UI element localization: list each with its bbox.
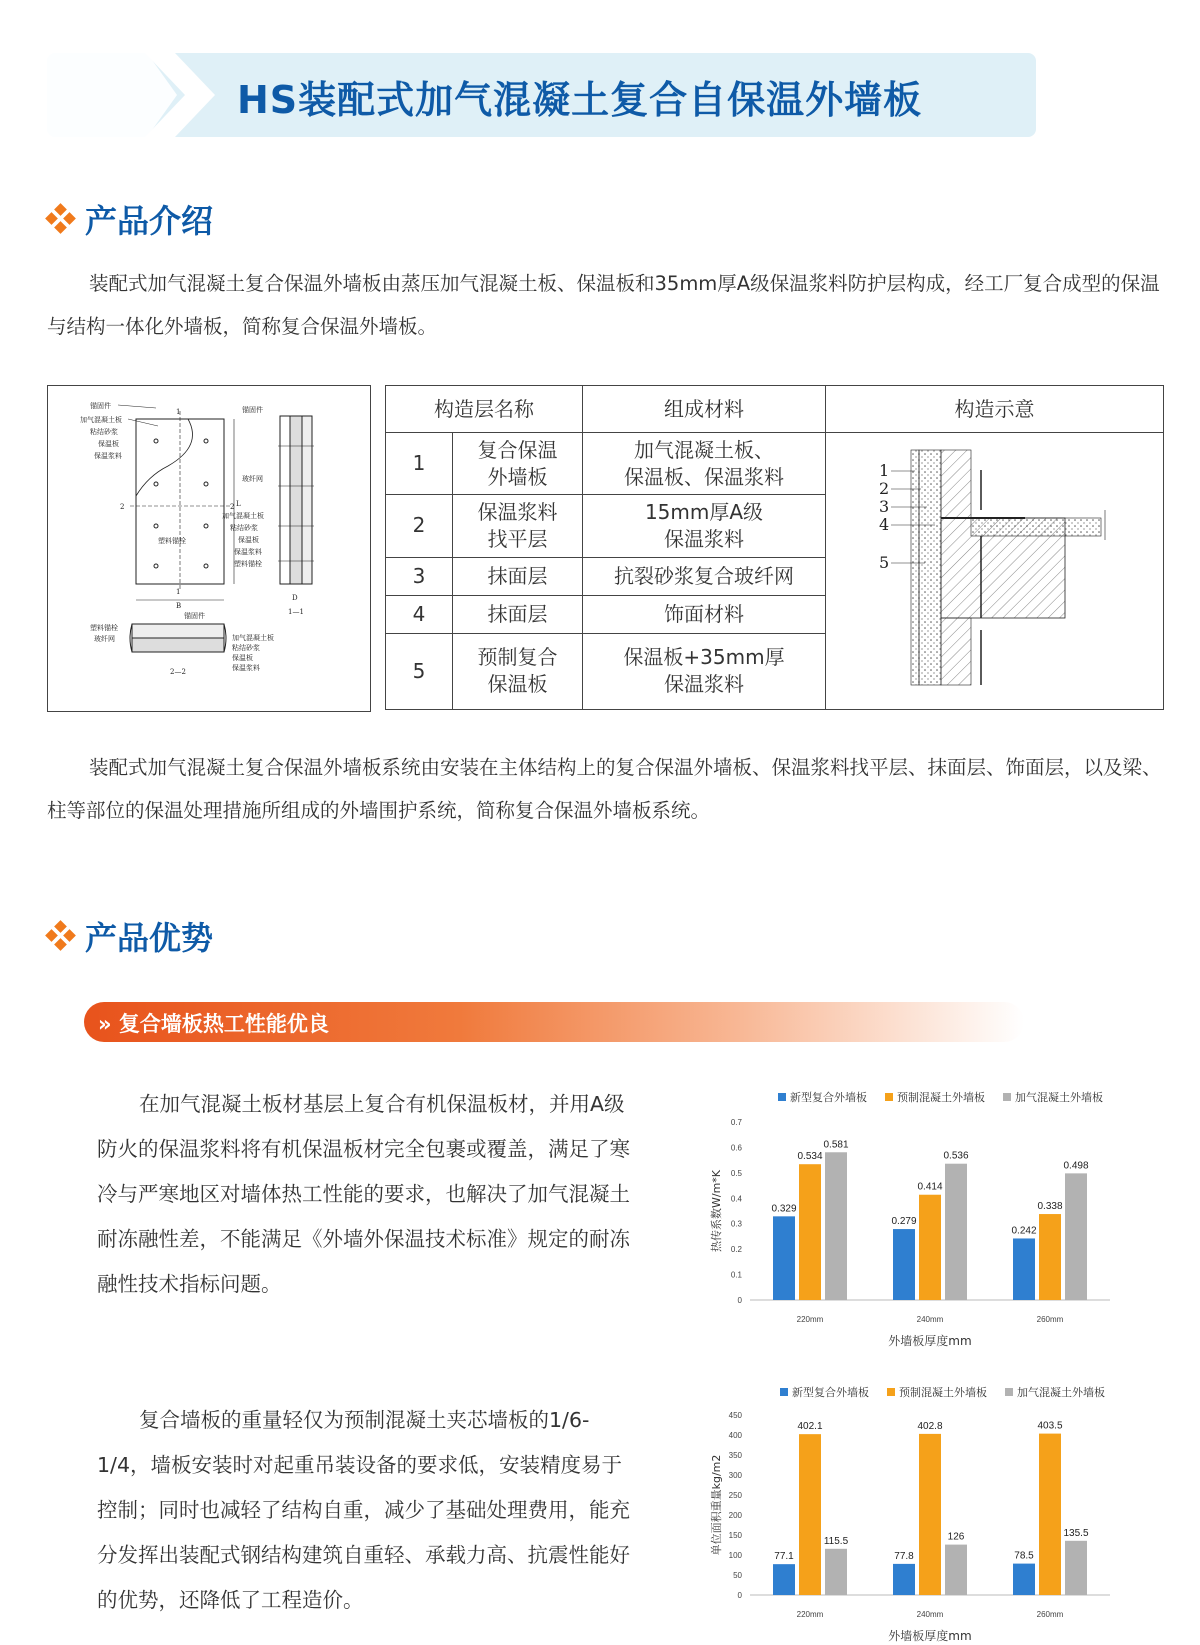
bar <box>919 1195 941 1300</box>
chart1-legend <box>778 1089 1103 1105</box>
x-tick-label: 220mm <box>796 1610 824 1619</box>
section-title: 产品优势 <box>85 919 214 957</box>
row-number: 3 <box>386 557 453 595</box>
svg-text:2: 2 <box>230 503 235 511</box>
legend-item: 预制混凝土外墙板 <box>885 1089 985 1105</box>
subheading-bar <box>84 1002 1024 1042</box>
bar-data-label: 77.8 <box>894 1550 914 1562</box>
bar-data-label: 402.1 <box>797 1421 823 1433</box>
svg-text:2: 2 <box>120 503 125 511</box>
bar-data-label: 402.8 <box>917 1420 943 1432</box>
page-title: HS装配式加气混凝土复合自保温外墙板 <box>237 78 923 122</box>
svg-text:1—1: 1—1 <box>288 608 304 616</box>
x-tick-label: 220mm <box>796 1315 824 1324</box>
layer-material: 抗裂砂浆复合玻纤网 <box>583 557 826 595</box>
legend-swatch <box>778 1093 786 1101</box>
svg-text:塑料锚栓: 塑料锚栓 <box>158 537 186 545</box>
bar-data-label: 0.414 <box>917 1181 943 1193</box>
layer-name: 复合保温 外墙板 <box>453 433 583 495</box>
diamond-icon <box>47 922 75 950</box>
y-tick-label: 250 <box>728 1491 742 1500</box>
bar-data-label: 0.534 <box>797 1151 823 1163</box>
bar <box>799 1434 821 1595</box>
header-layer-name: 构造层名称 <box>386 386 583 433</box>
section-title: 产品介绍 <box>85 202 214 240</box>
svg-text:2—2: 2—2 <box>170 668 186 676</box>
svg-text:加气混凝土板: 加气混凝土板 <box>80 416 122 424</box>
wall-section-diagram <box>875 440 1115 695</box>
side-view-labels <box>222 405 264 568</box>
bar <box>893 1229 915 1300</box>
technical-drawing <box>47 385 371 712</box>
header-diagram: 构造示意 <box>826 386 1164 433</box>
legend-item: 加气混凝土外墙板 <box>1003 1089 1103 1105</box>
legend-swatch <box>1005 1388 1013 1396</box>
intro-paragraph-2: 装配式加气混凝土复合保温外墙板系统由安装在主体结构上的复合保温外墙板、保温浆料找平层、抹面层、饰面层，以及梁、柱等部位的保温处理措施所组成的外墙围护系统，简称复合保温外墙板系统。 <box>47 756 1162 822</box>
layer-material: 饰面材料 <box>583 595 826 633</box>
legend-swatch <box>885 1093 893 1101</box>
layer-material: 保温板+35mm厚 保温浆料 <box>583 633 826 709</box>
bar <box>1065 1173 1087 1300</box>
section-heading-advantages <box>47 913 213 959</box>
bar <box>773 1564 795 1595</box>
legend-item: 新型复合外墙板 <box>778 1089 867 1105</box>
bar-data-label: 0.498 <box>1063 1160 1089 1172</box>
legend-swatch <box>887 1388 895 1396</box>
row-number: 4 <box>386 595 453 633</box>
thermal-conductivity-chart <box>710 1105 1160 1350</box>
x-axis-label: 外墙板厚度mm <box>888 1334 972 1348</box>
svg-text:加气混凝土板: 加气混凝土板 <box>232 634 274 642</box>
bar <box>825 1152 847 1300</box>
svg-text:保温板: 保温板 <box>232 654 253 662</box>
y-tick-label: 0 <box>737 1296 742 1305</box>
x-tick-label: 240mm <box>916 1315 944 1324</box>
y-tick-label: 0.6 <box>730 1143 742 1153</box>
y-tick-label: 350 <box>728 1451 742 1460</box>
bar <box>1039 1214 1061 1300</box>
intro-paragraph-1: 装配式加气混凝土复合保温外墙板由蒸压加气混凝土板、保温板和35mm厚A级保温浆料防护层构成，经工厂复合成型的保温与结构一体化外墙板，简称复合保温外墙板。 <box>47 272 1160 338</box>
svg-text:粘结砂浆: 粘结砂浆 <box>230 524 258 532</box>
y-tick-label: 150 <box>728 1531 742 1540</box>
layer-name: 预制复合 保温板 <box>453 633 583 709</box>
header-material: 组成材料 <box>583 386 826 433</box>
bar-data-label: 115.5 <box>823 1535 849 1547</box>
layer-name: 保温浆料 找平层 <box>453 495 583 557</box>
y-tick-label: 0.1 <box>730 1270 742 1280</box>
front-view-labels <box>80 401 186 545</box>
chart2-legend <box>780 1384 1105 1400</box>
x-tick-label: 240mm <box>916 1610 944 1619</box>
legend-item: 预制混凝土外墙板 <box>887 1384 987 1400</box>
subheading-text: » 复合墙板热工性能优良 <box>98 1012 329 1036</box>
section-heading-intro <box>47 196 213 242</box>
bar-data-label: 77.1 <box>774 1551 794 1563</box>
y-tick-label: 0.3 <box>730 1219 742 1229</box>
svg-text:D: D <box>292 594 298 602</box>
svg-text:锚固件: 锚固件 <box>242 406 263 414</box>
svg-text:塑料锚栓: 塑料锚栓 <box>90 624 118 632</box>
bar-data-label: 0.329 <box>771 1203 797 1215</box>
bar-data-label: 78.5 <box>1014 1550 1034 1562</box>
dim-l-label: L <box>236 500 241 508</box>
svg-text:4: 4 <box>878 515 889 535</box>
svg-text:玻纤网: 玻纤网 <box>242 475 263 483</box>
bar <box>945 1545 967 1595</box>
unit-weight-chart <box>710 1400 1160 1643</box>
y-axis-label: 单位面积重量kg/m2 <box>710 1454 723 1556</box>
bar-data-label: 0.338 <box>1037 1201 1063 1213</box>
x-axis-label: 外墙板厚度mm <box>888 1629 972 1643</box>
y-tick-label: 100 <box>728 1551 742 1560</box>
bar <box>1013 1238 1035 1300</box>
bar-data-label: 0.242 <box>1011 1225 1037 1237</box>
x-tick-label: 260mm <box>1036 1610 1064 1619</box>
svg-text:1: 1 <box>878 461 889 481</box>
y-tick-label: 300 <box>728 1471 742 1480</box>
y-tick-label: 0.4 <box>730 1194 742 1204</box>
svg-text:保温浆料: 保温浆料 <box>232 664 260 672</box>
svg-text:保温浆料: 保温浆料 <box>94 452 122 460</box>
layer-name: 抹面层 <box>453 557 583 595</box>
y-tick-label: 400 <box>728 1431 742 1440</box>
svg-text:1: 1 <box>176 408 181 416</box>
y-tick-label: 50 <box>733 1571 742 1580</box>
svg-text:锚固件: 锚固件 <box>90 402 111 410</box>
svg-text:塑料锚栓: 塑料锚栓 <box>234 560 262 568</box>
svg-text:保温板: 保温板 <box>98 440 119 448</box>
double-chevron-icon: » <box>98 1012 112 1036</box>
dim-b-label: B <box>176 602 182 610</box>
svg-text:粘结砂浆: 粘结砂浆 <box>232 644 260 652</box>
layer-name: 抹面层 <box>453 595 583 633</box>
svg-text:玻纤网: 玻纤网 <box>94 635 115 643</box>
legend-item: 新型复合外墙板 <box>780 1384 869 1400</box>
legend-item: 加气混凝土外墙板 <box>1005 1384 1105 1400</box>
bar <box>919 1434 941 1595</box>
construction-table <box>385 385 1164 710</box>
advantage-paragraph-2: 复合墙板的重量轻仅为预制混凝土夹芯墙板的1/6-1/4，墙板安装时对起重吊装设备的要求低，安装精度易于控制；同时也减轻了结构自重，减少了基础处理费用，能充分发挥出装配式钢结构建筑自重轻、承载力高、抗震性能好的优势，还降低了工程造价。 <box>97 1408 630 1612</box>
x-tick-label: 260mm <box>1036 1315 1064 1324</box>
bar <box>773 1216 795 1300</box>
svg-text:3: 3 <box>878 497 889 517</box>
legend-swatch <box>780 1388 788 1396</box>
layer-material: 15mm厚A级 保温浆料 <box>583 495 826 557</box>
svg-text:加气混凝土板: 加气混凝土板 <box>222 512 264 520</box>
svg-text:粘结砂浆: 粘结砂浆 <box>90 428 118 436</box>
bar-data-label: 0.581 <box>823 1139 849 1151</box>
row-number: 5 <box>386 633 453 709</box>
y-tick-label: 0.7 <box>730 1118 742 1127</box>
legend-swatch <box>1003 1093 1011 1101</box>
diagram-numbers <box>879 461 889 572</box>
row-number: 1 <box>386 433 453 495</box>
svg-text:保温板: 保温板 <box>238 536 259 544</box>
bar <box>1065 1541 1087 1595</box>
bar-data-label: 135.5 <box>1063 1527 1089 1539</box>
y-tick-label: 0.2 <box>730 1245 742 1255</box>
svg-text:5: 5 <box>878 553 889 573</box>
y-tick-label: 450 <box>728 1411 742 1420</box>
bar <box>825 1549 847 1595</box>
svg-text:锚固件: 锚固件 <box>184 612 205 620</box>
y-tick-label: 0 <box>737 1591 742 1600</box>
advantage-paragraph-1: 在加气混凝土板材基层上复合有机保温板材，并用A级防火的保温浆料将有机保温板材完全包裹或覆盖，满足了寒冷与严寒地区对墙体热工性能的要求，也解决了加气混凝土耐冻融性差，不能满足《外墙外保温技术标准》规定的耐冻融性技术指标问题。 <box>97 1092 630 1296</box>
bar-data-label: 0.279 <box>891 1216 917 1228</box>
y-axis-label: 热传系数W/m*K <box>710 1169 723 1253</box>
y-tick-label: 200 <box>728 1511 742 1520</box>
bar-data-label: 126 <box>947 1531 965 1543</box>
bar-data-label: 403.5 <box>1037 1420 1063 1432</box>
row-number: 2 <box>386 495 453 557</box>
layer-material: 加气混凝土板、 保温板、保温浆料 <box>583 433 826 495</box>
title-banner <box>47 53 1036 137</box>
bar <box>799 1164 821 1300</box>
bar <box>1039 1434 1061 1595</box>
y-tick-label: 0.5 <box>730 1168 742 1178</box>
bar <box>945 1164 967 1300</box>
bar <box>893 1564 915 1595</box>
section-diagram-cell <box>826 433 1164 710</box>
svg-text:保温浆料: 保温浆料 <box>234 548 262 556</box>
bar-data-label: 0.536 <box>943 1150 969 1162</box>
bar <box>1013 1564 1035 1595</box>
svg-text:1: 1 <box>176 588 181 596</box>
diamond-icon <box>47 205 75 233</box>
svg-text:2: 2 <box>878 479 889 499</box>
